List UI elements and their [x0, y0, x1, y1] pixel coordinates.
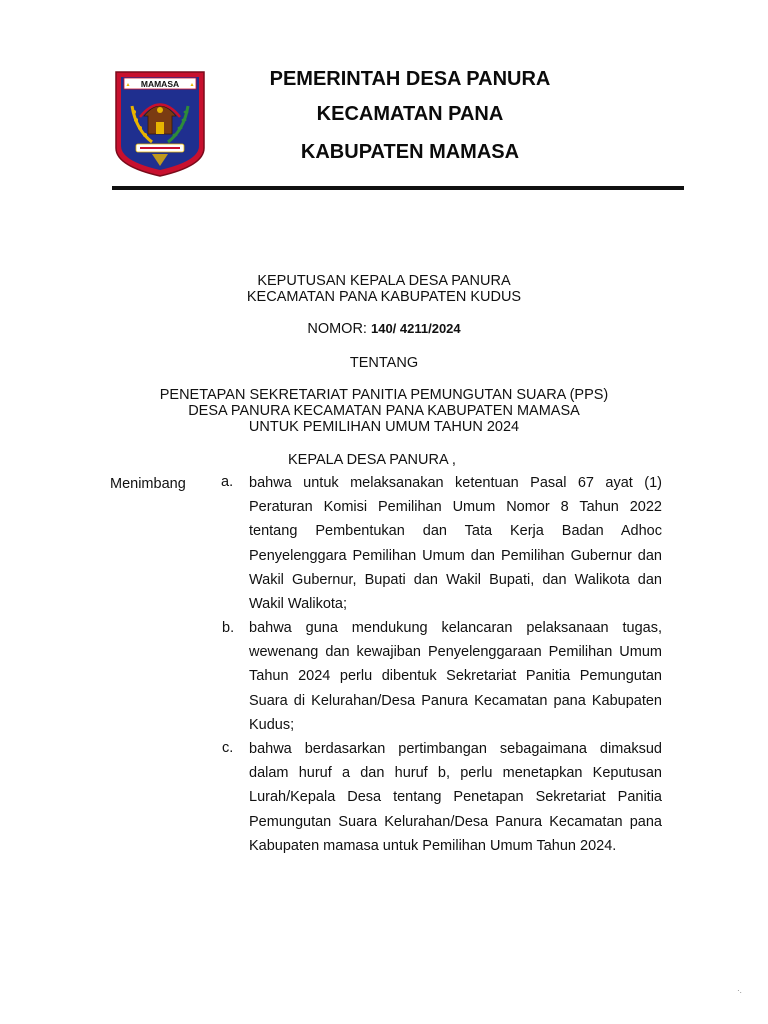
paragraph-line: dalam huruf a dan huruf b, perlu menetapkan Keputusan — [249, 765, 662, 782]
considering-paragraph-b — [249, 616, 662, 737]
letterhead-district: KECAMATAN PANA — [316, 103, 504, 125]
paragraph-line: Wakil Walikota; — [249, 596, 348, 613]
considering-paragraph-a — [249, 471, 662, 616]
letterhead-divider — [112, 186, 684, 190]
paragraph-line: Pemungutan Suara Kelurahan/Desa Panura Kecamatan pana — [249, 813, 662, 830]
paragraph-line: wewenang dan kewajiban Penyelenggaraan Pemilihan Umum — [249, 644, 662, 661]
considering-paragraph-c — [249, 737, 662, 858]
paragraph-line: Wakil Gubernur, Bupati dan Wakil Bupati, dan Walikota dan — [249, 571, 662, 588]
decree-number-label: NOMOR: — [307, 321, 367, 337]
paragraph-line: Lurah/Kepala Desa tentang Penetapan Sekretariat Panitia — [249, 789, 662, 806]
paragraph-line: Peraturan Komisi Pemilihan Umum Nomor 8 Tahun 2022 — [249, 499, 662, 516]
decree-number — [0, 321, 768, 337]
mamasa-regency-emblem — [114, 70, 206, 178]
decree-about-heading: TENTANG — [349, 355, 419, 371]
paragraph-line: Tahun 2024 perlu dibentuk Sekretariat Panitia Pemungutan — [249, 668, 662, 685]
decree-number-value: 140/ 4211/2024 — [370, 321, 461, 336]
paragraph-line: Kabupaten mamasa untuk Pemilihan Umum Tahun 2024. — [249, 837, 617, 854]
item-marker-b: b. — [222, 620, 235, 636]
decree-subject-line1: PENETAPAN SEKRETARIAT PANITIA PEMUNGUTAN SUARA (PPS) — [159, 387, 609, 403]
paragraph-line: Penyelenggara Pemilihan Umum dan Pemilihan Gubernur dan — [249, 547, 662, 564]
paragraph-line: bahwa berdasarkan pertimbangan sebagaimana dimaksud — [249, 741, 662, 757]
paragraph-line: bahwa guna mendukung kelancaran pelaksanaan tugas, — [249, 620, 662, 636]
issuer-heading: KEPALA DESA PANURA , — [288, 452, 456, 468]
paragraph-line: tentang Pembentukan dan Tata Kerja Badan Adhoc — [249, 523, 662, 540]
letterhead-government: PEMERINTAH DESA PANURA — [269, 68, 551, 90]
decree-subject-line3: UNTUK PEMILIHAN UMUM TAHUN 2024 — [248, 419, 520, 435]
paragraph-line: bahwa untuk melaksanakan ketentuan Pasal 67 ayat (1) — [249, 475, 662, 491]
decree-subject-line2: DESA PANURA KECAMATAN PANA KABUPATEN MAMASA — [188, 403, 580, 419]
letterhead-regency: KABUPATEN MAMASA — [300, 141, 520, 163]
item-marker-a: a. — [221, 474, 234, 490]
considering-label: Menimbang — [110, 476, 186, 492]
emblem-text: MAMASA — [140, 79, 180, 89]
decree-title-line1: KEPUTUSAN KEPALA DESA PANURA — [257, 273, 511, 289]
decree-title-line2: KECAMATAN PANA KABUPATEN KUDUS — [246, 289, 522, 305]
page-corner-mark: ·. — [737, 986, 742, 995]
item-marker-c: c. — [222, 740, 234, 756]
paragraph-line: Suara di Kelurahan/Desa Panura Kecamatan pana Kabupaten — [249, 692, 662, 709]
paragraph-line: Kudus; — [249, 716, 295, 733]
